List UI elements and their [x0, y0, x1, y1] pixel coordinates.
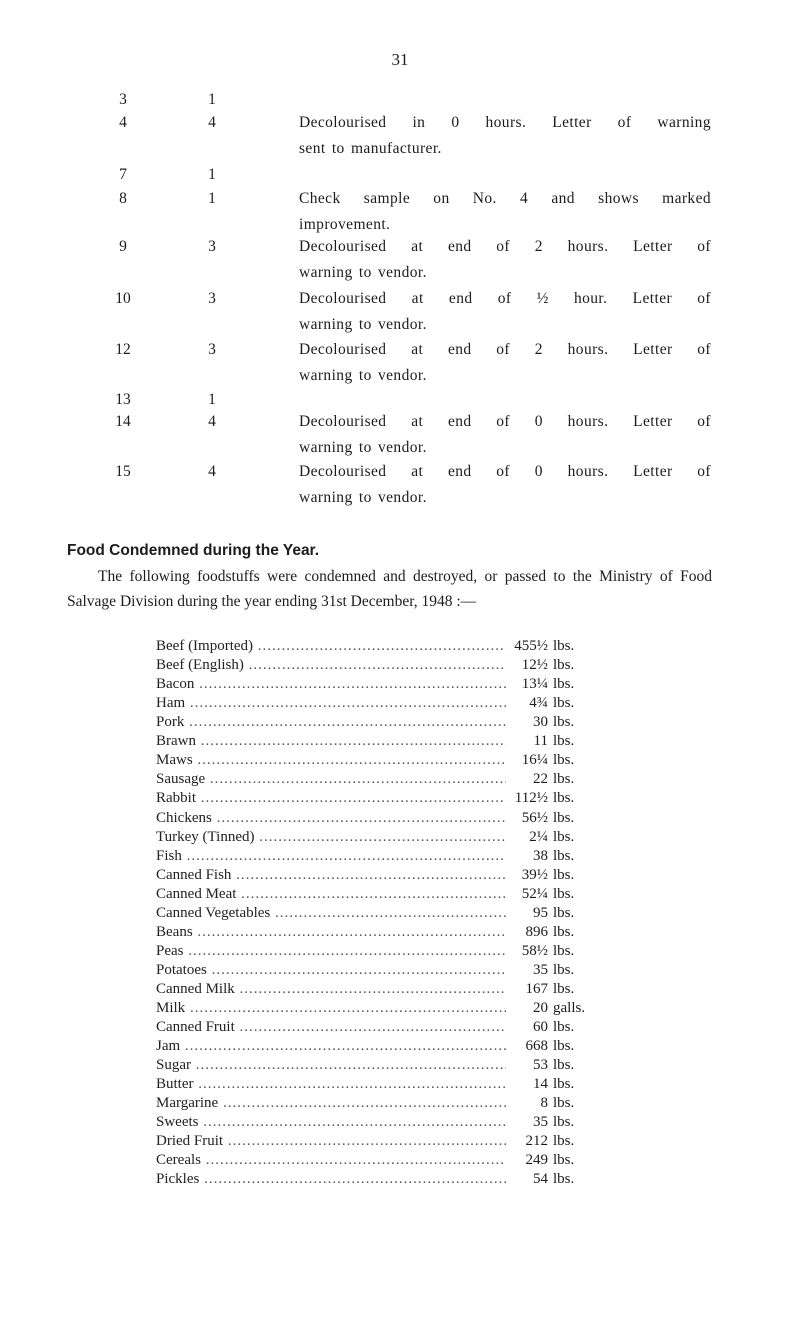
food-quantity: 95	[506, 903, 548, 923]
food-unit: lbs.	[553, 1057, 575, 1074]
sample-result-line: warning to vendor.	[299, 367, 427, 384]
sample-result-line: Decolourised in 0 hours. Letter of warning	[299, 114, 711, 131]
food-unit: lbs.	[553, 1095, 575, 1112]
food-quantity: 52¼	[506, 884, 548, 904]
food-unit: lbs.	[553, 752, 575, 769]
sample-number: 4	[119, 114, 127, 131]
sample-result	[299, 287, 711, 336]
food-row	[0, 922, 800, 942]
sample-number: 15	[115, 463, 131, 480]
sample-count: 3	[208, 238, 216, 255]
sample-count: 4	[208, 463, 216, 480]
food-name: Margarine .....	[156, 1093, 506, 1113]
food-row	[0, 1055, 800, 1075]
food-quantity: 35	[506, 1112, 548, 1132]
food-quantity: 53	[506, 1055, 548, 1075]
food-quantity: 38	[506, 846, 548, 866]
food-name: Pork .....	[156, 712, 506, 732]
food-row	[0, 693, 800, 713]
sample-result	[299, 460, 711, 509]
food-name: Chickens .....	[156, 808, 506, 828]
food-unit: lbs.	[553, 676, 575, 693]
food-row	[0, 712, 800, 732]
sample-result-line: Decolourised at end of 0 hours. Letter of	[299, 413, 711, 430]
food-quantity: 249	[506, 1150, 548, 1170]
food-row	[0, 769, 800, 789]
sample-result-line: sent to manufacturer.	[299, 140, 442, 157]
food-row	[0, 998, 800, 1018]
food-row	[0, 941, 800, 961]
sample-count: 3	[208, 341, 216, 358]
food-row	[0, 1074, 800, 1094]
sample-result-line: warning to vendor.	[299, 439, 427, 456]
food-row	[0, 808, 800, 828]
food-unit: lbs.	[553, 961, 575, 978]
page-number: 31	[391, 50, 409, 69]
sample-number: 10	[115, 290, 131, 307]
food-unit: lbs.	[553, 714, 575, 731]
food-quantity: 14	[506, 1074, 548, 1094]
food-quantity: 35	[506, 960, 548, 980]
food-unit: lbs.	[553, 1076, 575, 1093]
food-name: Canned Fruit .....	[156, 1017, 506, 1037]
food-quantity: 8	[506, 1093, 548, 1113]
food-name: Ham .....	[156, 693, 506, 713]
food-quantity: 20	[506, 998, 548, 1018]
food-name: Canned Milk .....	[156, 979, 506, 999]
food-row	[0, 827, 800, 847]
food-row	[0, 655, 800, 675]
food-name: Beans .....	[156, 922, 506, 942]
food-unit: lbs.	[553, 980, 575, 997]
sample-count: 1	[208, 91, 216, 108]
sample-number: 8	[119, 190, 127, 207]
food-unit: lbs.	[553, 885, 575, 902]
food-quantity: 11	[506, 731, 548, 751]
food-unit: lbs.	[553, 866, 575, 883]
food-quantity: 58½	[506, 941, 548, 961]
sample-count: 4	[208, 114, 216, 131]
food-name: Pickles .....	[156, 1169, 506, 1189]
food-quantity: 60	[506, 1017, 548, 1037]
food-quantity: 455½	[506, 636, 548, 656]
food-unit: lbs.	[553, 638, 575, 654]
food-name: Jam .....	[156, 1036, 506, 1056]
food-quantity: 56½	[506, 808, 548, 828]
food-quantity: 668	[506, 1036, 548, 1056]
food-name: Canned Vegetables .....	[156, 903, 506, 923]
sample-result-line: Decolourised at end of 2 hours. Letter of	[299, 238, 711, 255]
food-unit: lbs.	[553, 790, 575, 807]
food-unit: lbs.	[553, 1171, 575, 1188]
food-name: Beef (Imported) .....	[156, 636, 506, 656]
food-name: Rabbit .....	[156, 788, 506, 808]
food-quantity: 4¾	[506, 693, 548, 713]
food-row	[0, 1093, 800, 1113]
food-unit: lbs.	[553, 809, 575, 826]
food-name: Maws .....	[156, 750, 506, 770]
food-unit: lbs.	[553, 733, 575, 750]
sample-result	[299, 410, 711, 459]
food-quantity: 167	[506, 979, 548, 999]
section-heading: Food Condemned during the Year.	[67, 542, 320, 559]
sample-number: 12	[115, 341, 131, 358]
food-unit: lbs.	[553, 1019, 575, 1035]
food-row	[0, 1169, 800, 1189]
food-row	[0, 1131, 800, 1151]
sample-number: 13	[115, 391, 131, 408]
sample-result	[299, 111, 711, 160]
sample-number: 7	[119, 166, 127, 183]
food-row	[0, 846, 800, 866]
sample-count: 3	[208, 290, 216, 307]
food-quantity: 39½	[506, 865, 548, 885]
food-name: Canned Meat .....	[156, 884, 506, 904]
food-quantity: 30	[506, 712, 548, 732]
food-unit: lbs.	[553, 847, 575, 864]
section-intro: The following foodstuffs were condemned and destroyed, or passed to the Ministry of Food Salvage Division during the year ending 31st December, 1948 :—	[67, 568, 712, 610]
food-name: Fish .....	[156, 846, 506, 866]
food-unit: lbs.	[553, 695, 575, 712]
food-name: Turkey (Tinned) .....	[156, 827, 506, 847]
food-quantity: 212	[506, 1131, 548, 1151]
food-unit: lbs.	[553, 1114, 575, 1131]
food-row	[0, 1036, 800, 1056]
food-name: Butter .....	[156, 1074, 506, 1094]
food-name: Bacon .....	[156, 674, 506, 694]
food-row	[0, 1017, 800, 1037]
food-unit: lbs.	[553, 1038, 575, 1055]
food-quantity: 2¼	[506, 827, 548, 847]
sample-result-line: Check sample on No. 4 and shows marked	[299, 190, 711, 207]
food-row	[0, 1150, 800, 1170]
food-row	[0, 884, 800, 904]
food-name: Sausage .....	[156, 769, 506, 789]
sample-result	[299, 187, 711, 236]
sample-result-line: warning to vendor.	[299, 316, 427, 333]
food-row	[0, 1112, 800, 1132]
food-unit: galls.	[553, 999, 586, 1016]
food-row	[0, 674, 800, 694]
food-name: Beef (English) .....	[156, 655, 506, 675]
food-row	[0, 960, 800, 980]
sample-result-line: warning to vendor.	[299, 489, 427, 506]
food-row	[0, 636, 800, 656]
sample-result-line: Decolourised at end of ½ hour. Letter of	[299, 290, 711, 307]
food-quantity: 12½	[506, 655, 548, 675]
sample-result-line: Decolourised at end of 0 hours. Letter of	[299, 463, 711, 480]
food-name: Milk .....	[156, 998, 506, 1018]
food-row	[0, 788, 800, 808]
sample-result-line: improvement.	[299, 216, 391, 233]
food-name: Peas .....	[156, 941, 506, 961]
sample-count: 1	[208, 391, 216, 408]
food-unit: lbs.	[553, 923, 575, 940]
food-row	[0, 731, 800, 751]
food-quantity: 13¼	[506, 674, 548, 694]
food-name: Dried Fruit .....	[156, 1131, 506, 1151]
sample-count: 4	[208, 413, 216, 430]
food-name: Brawn .....	[156, 731, 506, 751]
food-row	[0, 750, 800, 770]
food-unit: lbs.	[553, 771, 575, 788]
sample-result	[299, 235, 711, 284]
food-name: Sugar .....	[156, 1055, 506, 1075]
food-name: Sweets .....	[156, 1112, 506, 1132]
food-quantity: 112½	[506, 788, 548, 808]
sample-result-line: warning to vendor.	[299, 264, 427, 281]
food-unit: lbs.	[553, 1152, 575, 1169]
food-name: Potatoes .....	[156, 960, 506, 980]
food-name: Cereals .....	[156, 1150, 506, 1170]
food-unit: lbs.	[553, 828, 575, 845]
food-quantity: 896	[506, 922, 548, 942]
food-quantity: 54	[506, 1169, 548, 1189]
food-quantity: 22	[506, 769, 548, 789]
sample-result	[299, 338, 711, 387]
food-row	[0, 865, 800, 885]
food-name: Canned Fish .....	[156, 865, 506, 885]
sample-number: 3	[119, 91, 127, 108]
sample-number: 9	[119, 238, 127, 255]
food-row	[0, 979, 800, 999]
food-quantity: 16¼	[506, 750, 548, 770]
sample-count: 1	[208, 190, 216, 207]
sample-number: 14	[115, 413, 131, 430]
food-unit: lbs.	[553, 942, 575, 959]
food-row	[0, 903, 800, 923]
sample-count: 1	[208, 166, 216, 183]
food-unit: lbs.	[553, 1133, 575, 1150]
sample-result-line: Decolourised at end of 2 hours. Letter of	[299, 341, 711, 358]
food-unit: lbs.	[553, 904, 575, 921]
food-unit: lbs.	[553, 657, 575, 674]
